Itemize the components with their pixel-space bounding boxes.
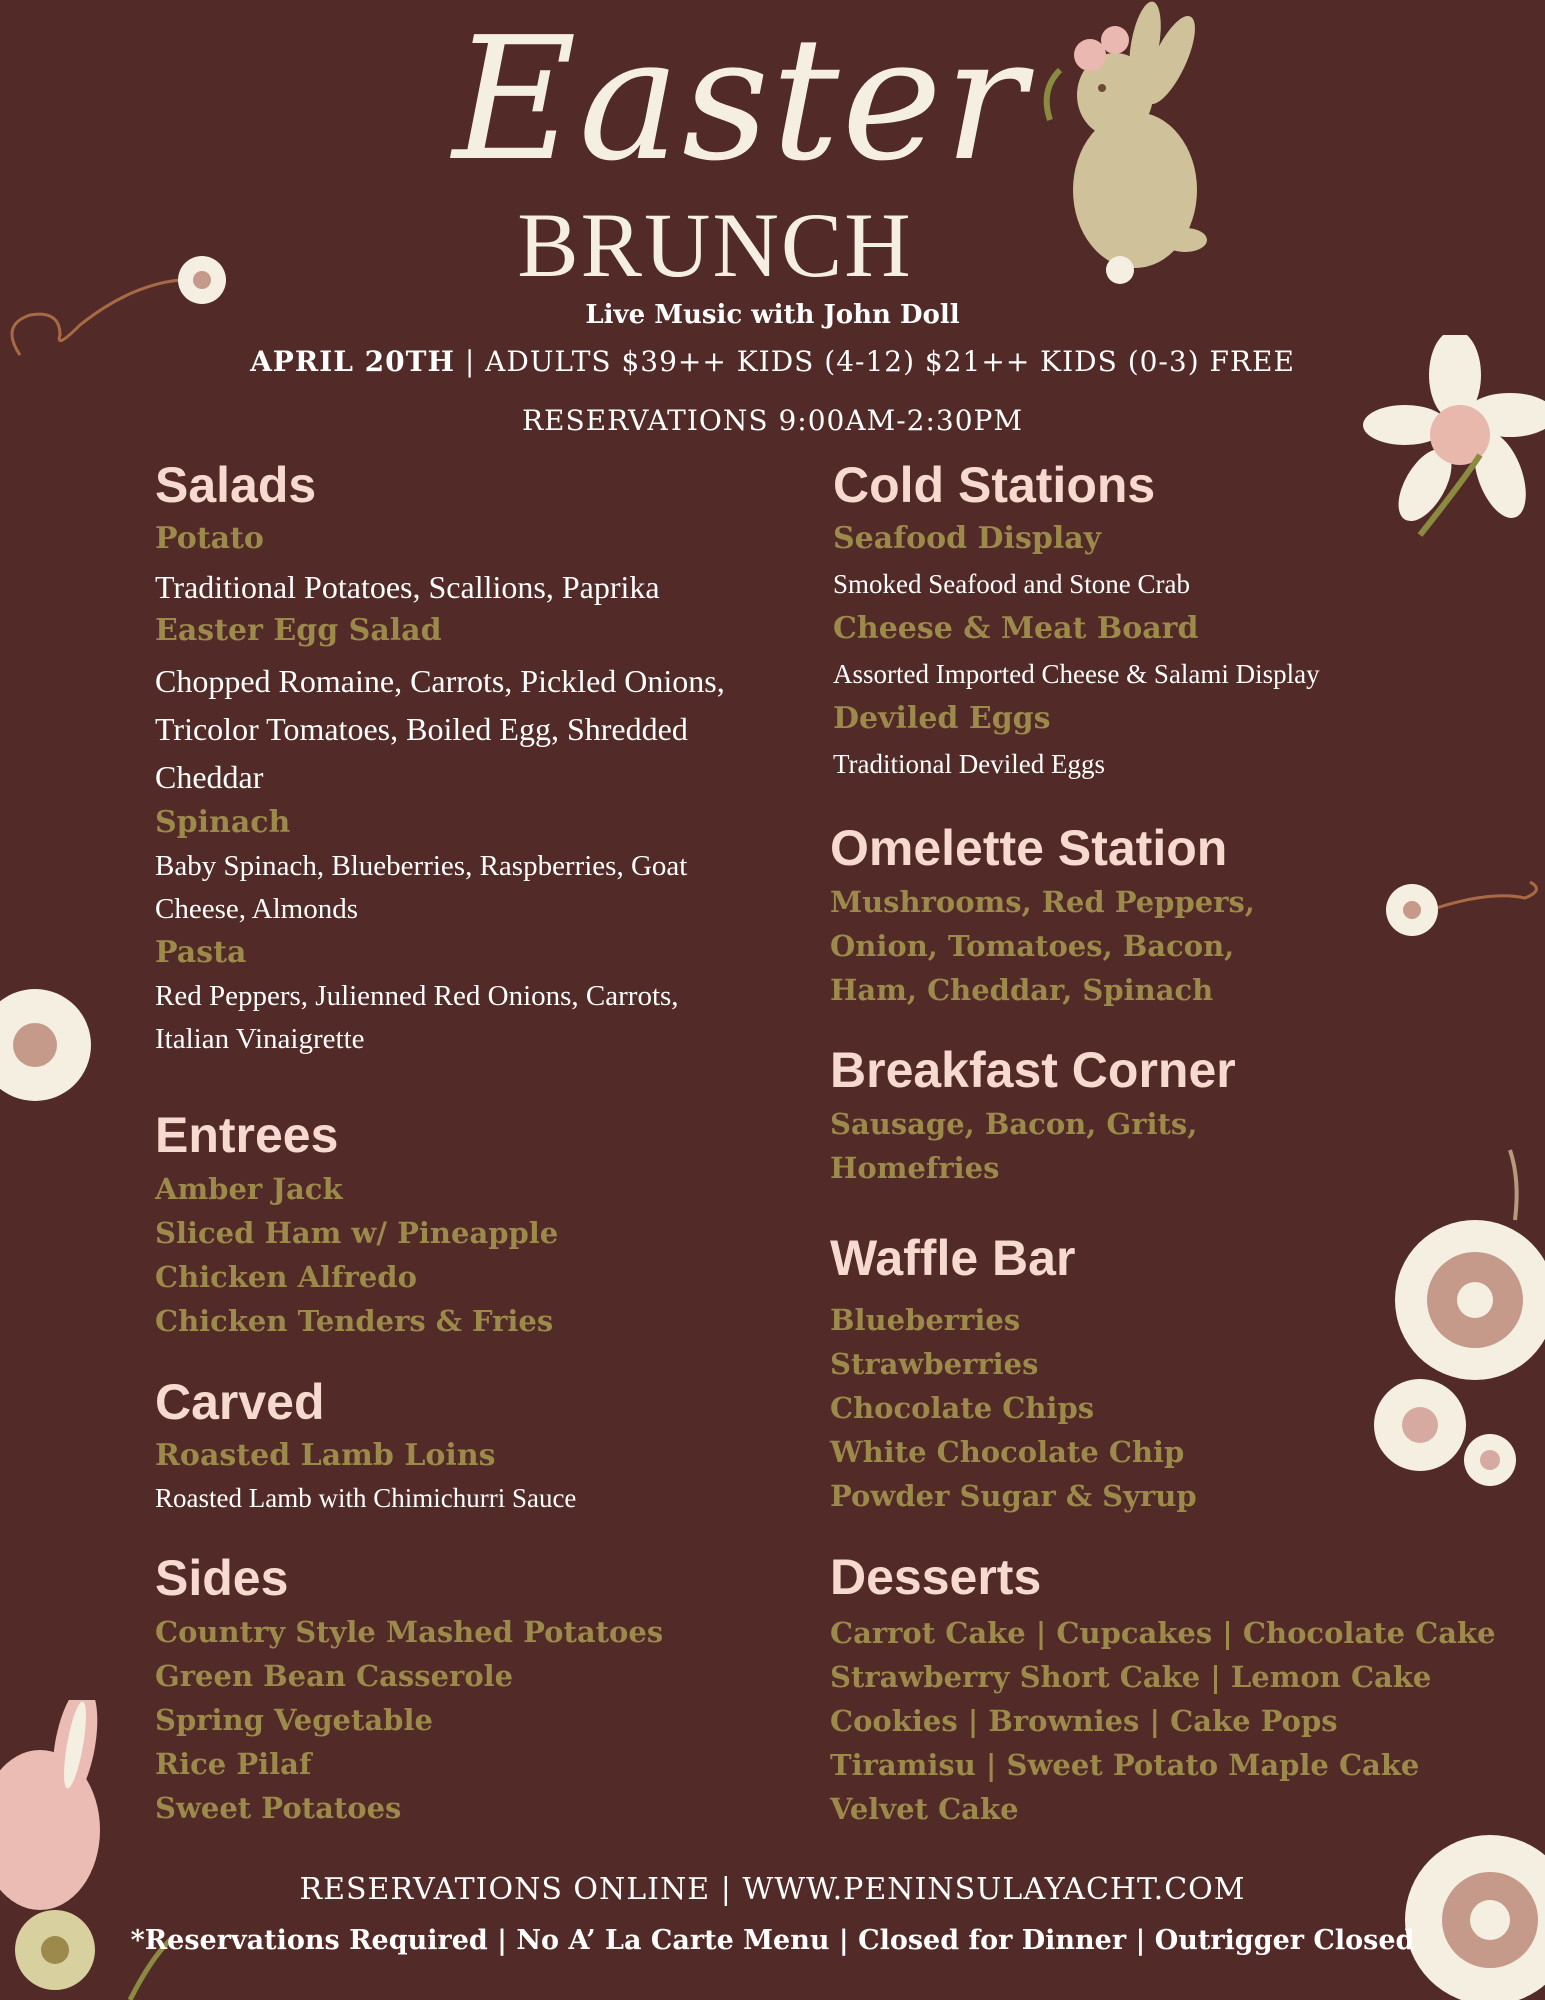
- title-brunch: BRUNCH: [517, 194, 913, 296]
- section-desserts: [830, 1547, 1530, 1831]
- list-item: Amber Jack: [155, 1172, 343, 1206]
- list-item: Strawberries: [830, 1347, 1039, 1381]
- item-list: [830, 1102, 1430, 1190]
- section-entrees: [155, 1105, 795, 1343]
- reservations-online-link[interactable]: RESERVATIONS ONLINE | WWW.PENINSULAYACHT.COM: [299, 1872, 1246, 1907]
- pricing: | ADULTS $39++ KIDS (4-12) $21++ KIDS (0-3) FREE: [454, 345, 1295, 378]
- list-item: White Chocolate Chip: [830, 1435, 1185, 1469]
- section-title: Entrees: [155, 1107, 339, 1163]
- item-desc: Smoked Seafood and Stone Crab: [833, 569, 1190, 599]
- item-name: Roasted Lamb Loins: [155, 1438, 496, 1473]
- item-desc: Chopped Romaine, Carrots, Pickled Onions, Tricolor Tomatoes, Boiled Egg, Shredded Cheddar: [155, 663, 725, 795]
- list-item: Tiramisu | Sweet Potato Maple Cake: [830, 1748, 1420, 1782]
- section-waffle-bar: [830, 1228, 1430, 1518]
- daisy-flower: [0, 985, 95, 1105]
- item-name: Spinach: [155, 805, 291, 840]
- list-item: Country Style Mashed Potatoes: [155, 1615, 664, 1649]
- item-list: [830, 880, 1430, 1012]
- list-item: Spring Vegetable: [155, 1703, 433, 1737]
- list-item: Onion, Tomatoes, Bacon,: [830, 929, 1235, 963]
- daisy-flower: [1390, 1820, 1545, 2000]
- list-item: Rice Pilaf: [155, 1747, 312, 1781]
- list-item: Green Bean Casserole: [155, 1659, 514, 1693]
- section-title: Sides: [155, 1550, 289, 1606]
- list-item: Sausage, Bacon, Grits,: [830, 1107, 1198, 1141]
- section-title: Omelette Station: [830, 820, 1228, 876]
- list-item: Chicken Alfredo: [155, 1260, 417, 1294]
- item-desc: Traditional Potatoes, Scallions, Paprika: [155, 569, 660, 605]
- section-cold-stations: [833, 455, 1473, 787]
- section-title: Carved: [155, 1374, 325, 1430]
- list-item: Homefries: [830, 1151, 1000, 1185]
- event-date: APRIL 20TH: [250, 345, 455, 378]
- list-item: Chocolate Chips: [830, 1391, 1095, 1425]
- section-salads: [155, 455, 795, 1061]
- section-title: Waffle Bar: [830, 1230, 1076, 1286]
- list-item: Blueberries: [830, 1303, 1021, 1337]
- list-item: Sweet Potatoes: [155, 1791, 402, 1825]
- item-desc: Red Peppers, Julienned Red Onions, Carrots, Italian Vinaigrette: [155, 980, 679, 1055]
- item-list: [830, 1298, 1430, 1518]
- section-breakfast-corner: [830, 1040, 1430, 1190]
- item-name: Easter Egg Salad: [155, 613, 442, 648]
- list-item: Cookies | Brownies | Cake Pops: [830, 1704, 1338, 1738]
- list-item: Ham, Cheddar, Spinach: [830, 973, 1214, 1007]
- footer-notes: *Reservations Required | No A’ La Carte Menu | Closed for Dinner | Outrigger Closed: [130, 1925, 1415, 1956]
- item-list: [155, 1167, 795, 1343]
- list-item: Chicken Tenders & Fries: [155, 1304, 554, 1338]
- item-desc: Assorted Imported Cheese & Salami Display: [833, 659, 1320, 689]
- list-item: Sliced Ham w/ Pineapple: [155, 1216, 559, 1250]
- item-list: [830, 1611, 1530, 1831]
- list-item: Strawberry Short Cake | Lemon Cake: [830, 1660, 1432, 1694]
- item-name: Pasta: [155, 935, 247, 970]
- date-pricing-line: [0, 345, 1545, 378]
- list-item: Powder Sugar & Syrup: [830, 1479, 1197, 1513]
- section-omelette-station: [830, 818, 1430, 1012]
- section-title: Breakfast Corner: [830, 1042, 1236, 1098]
- live-music-line: Live Music with John Doll: [585, 300, 960, 330]
- section-carved: [155, 1372, 795, 1518]
- section-title: Desserts: [830, 1549, 1042, 1605]
- item-desc: Roasted Lamb with Chimichurri Sauce: [155, 1483, 577, 1513]
- item-name: Cheese & Meat Board: [833, 611, 1199, 646]
- item-desc: Baby Spinach, Blueberries, Raspberries, Goat Cheese, Almonds: [155, 850, 688, 925]
- list-item: Carrot Cake | Cupcakes | Chocolate Cake: [830, 1616, 1496, 1650]
- item-name: Potato: [155, 521, 264, 556]
- title-script: Easter: [452, 1, 1028, 199]
- item-desc: Traditional Deviled Eggs: [833, 749, 1105, 779]
- item-name: Seafood Display: [833, 521, 1102, 556]
- item-name: Deviled Eggs: [833, 701, 1051, 736]
- list-item: Velvet Cake: [830, 1792, 1019, 1826]
- section-title: Cold Stations: [833, 457, 1156, 513]
- reservation-hours: RESERVATIONS 9:00AM-2:30PM: [521, 404, 1024, 437]
- section-title: Salads: [155, 457, 317, 513]
- list-item: Mushrooms, Red Peppers,: [830, 885, 1255, 919]
- item-list: [155, 1610, 835, 1830]
- section-sides: [155, 1548, 835, 1830]
